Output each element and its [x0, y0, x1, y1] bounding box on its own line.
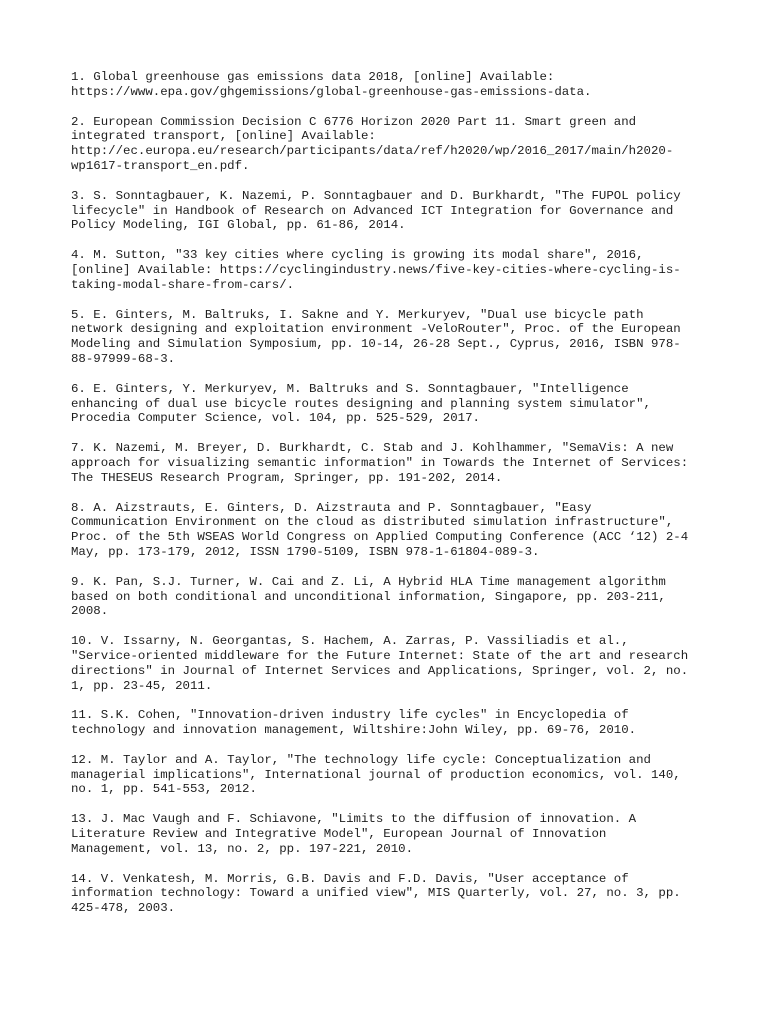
reference-item-10: 10. V. Issarny, N. Georgantas, S. Hachem, A. Zarras, P. Vassiliadis et al., "Service-oriented middleware for the Future Internet: State of the art and research directions" in Journal of Internet Services and Applications, Springer, vol. 2, no. 1, pp. 23-45, 2011.: [71, 634, 689, 693]
reference-item-12: 12. M. Taylor and A. Taylor, "The technology life cycle: Conceptualization and managerial implications", International journal of production economics, vol. 140, no. 1, pp. 541-553, 2012.: [71, 752, 681, 797]
reference-item-6: 6. E. Ginters, Y. Merkuryev, M. Baltruks and S. Sonntagbauer, "Intelligence enhancing of dual use bicycle routes designing and planning system simulator", Procedia Computer Science, vol. 104, pp. 525-529, 2017.: [71, 381, 651, 426]
reference-item-13: 13. J. Mac Vaugh and F. Schiavone, "Limits to the diffusion of innovation. A Literature Review and Integrative Model", European Journal of Innovation Management, vol. 13, no. 2, pp. 197-221, 2010.: [71, 812, 637, 856]
reference-item-1: 1. Global greenhouse gas emissions data 2018, [online] Available: https://www.epa.gov/ghgemissions/global-greenhouse-gas-emissions-data.: [71, 70, 592, 99]
reference-item-4: 4. M. Sutton, "33 key cities where cycling is growing its modal share", 2016, [online] Available: https://cyclingindustry.news/five-key-cities-where-cycling-is- taking-modal-share-from-cars/.: [71, 248, 681, 292]
reference-item-2: 2. European Commission Decision C 6776 Horizon 2020 Part 11. Smart green and integrated transport, [online] Available: http://ec.europa.eu/research/participants/data/ref/h2020/wp/2016_2017/main/h2020- wp1617-transport_en.pdf.: [71, 114, 674, 173]
reference-item-3: 3. S. Sonntagbauer, K. Nazemi, P. Sonntagbauer and D. Burkhardt, "The FUPOL policy lifecycle" in Handbook of Research on Advanced ICT Integration for Governance and Policy Modeling, IGI Global, pp. 61-86, 2014.: [71, 188, 681, 233]
reference-item-8: 8. A. Aizstrauts, E. Ginters, D. Aizstrauta and P. Sonntagbauer, "Easy Communication Environment on the cloud as distributed simulation infrastructure", Proc. of the 5th WSEAS World Congress on Applied Computing Conference (ACC ‘12) 2-4 May, pp. 173-179, 2012, ISSN 1790-5109, ISBN 978-1-61804-089-3.: [71, 500, 689, 559]
reference-item-7: 7. K. Nazemi, M. Breyer, D. Burkhardt, C. Stab and J. Kohlhammer, "SemaVis: A new approach for visualizing semantic information" in Towards the Internet of Services: The THESEUS Research Program, Springer, pp. 191-202, 2014.: [71, 441, 689, 485]
reference-item-14: 14. V. Venkatesh, M. Morris, G.B. Davis and F.D. Davis, "User acceptance of information technology: Toward a unified view", MIS Quarterly, vol. 27, no. 3, pp. 425-478, 2003.: [71, 871, 681, 916]
reference-item-5: 5. E. Ginters, M. Baltruks, I. Sakne and Y. Merkuryev, "Dual use bicycle path network designing and exploitation environment -VeloRouter", Proc. of the European Modeling and Simulation Symposium, pp. 10-14, 26-28 Sept., Cyprus, 2016, ISBN 978- 88-97999-68-3.: [71, 307, 681, 366]
reference-list: [71, 70, 711, 931]
reference-item-9: 9. K. Pan, S.J. Turner, W. Cai and Z. Li, A Hybrid HLA Time management algorithm based on both conditional and unconditional information, Singapore, pp. 203-211, 2008.: [71, 574, 666, 619]
reference-item-11: 11. S.K. Cohen, "Innovation-driven industry life cycles" in Encyclopedia of technology and innovation management, Wiltshire:John Wiley, pp. 69-76, 2010.: [71, 708, 637, 738]
